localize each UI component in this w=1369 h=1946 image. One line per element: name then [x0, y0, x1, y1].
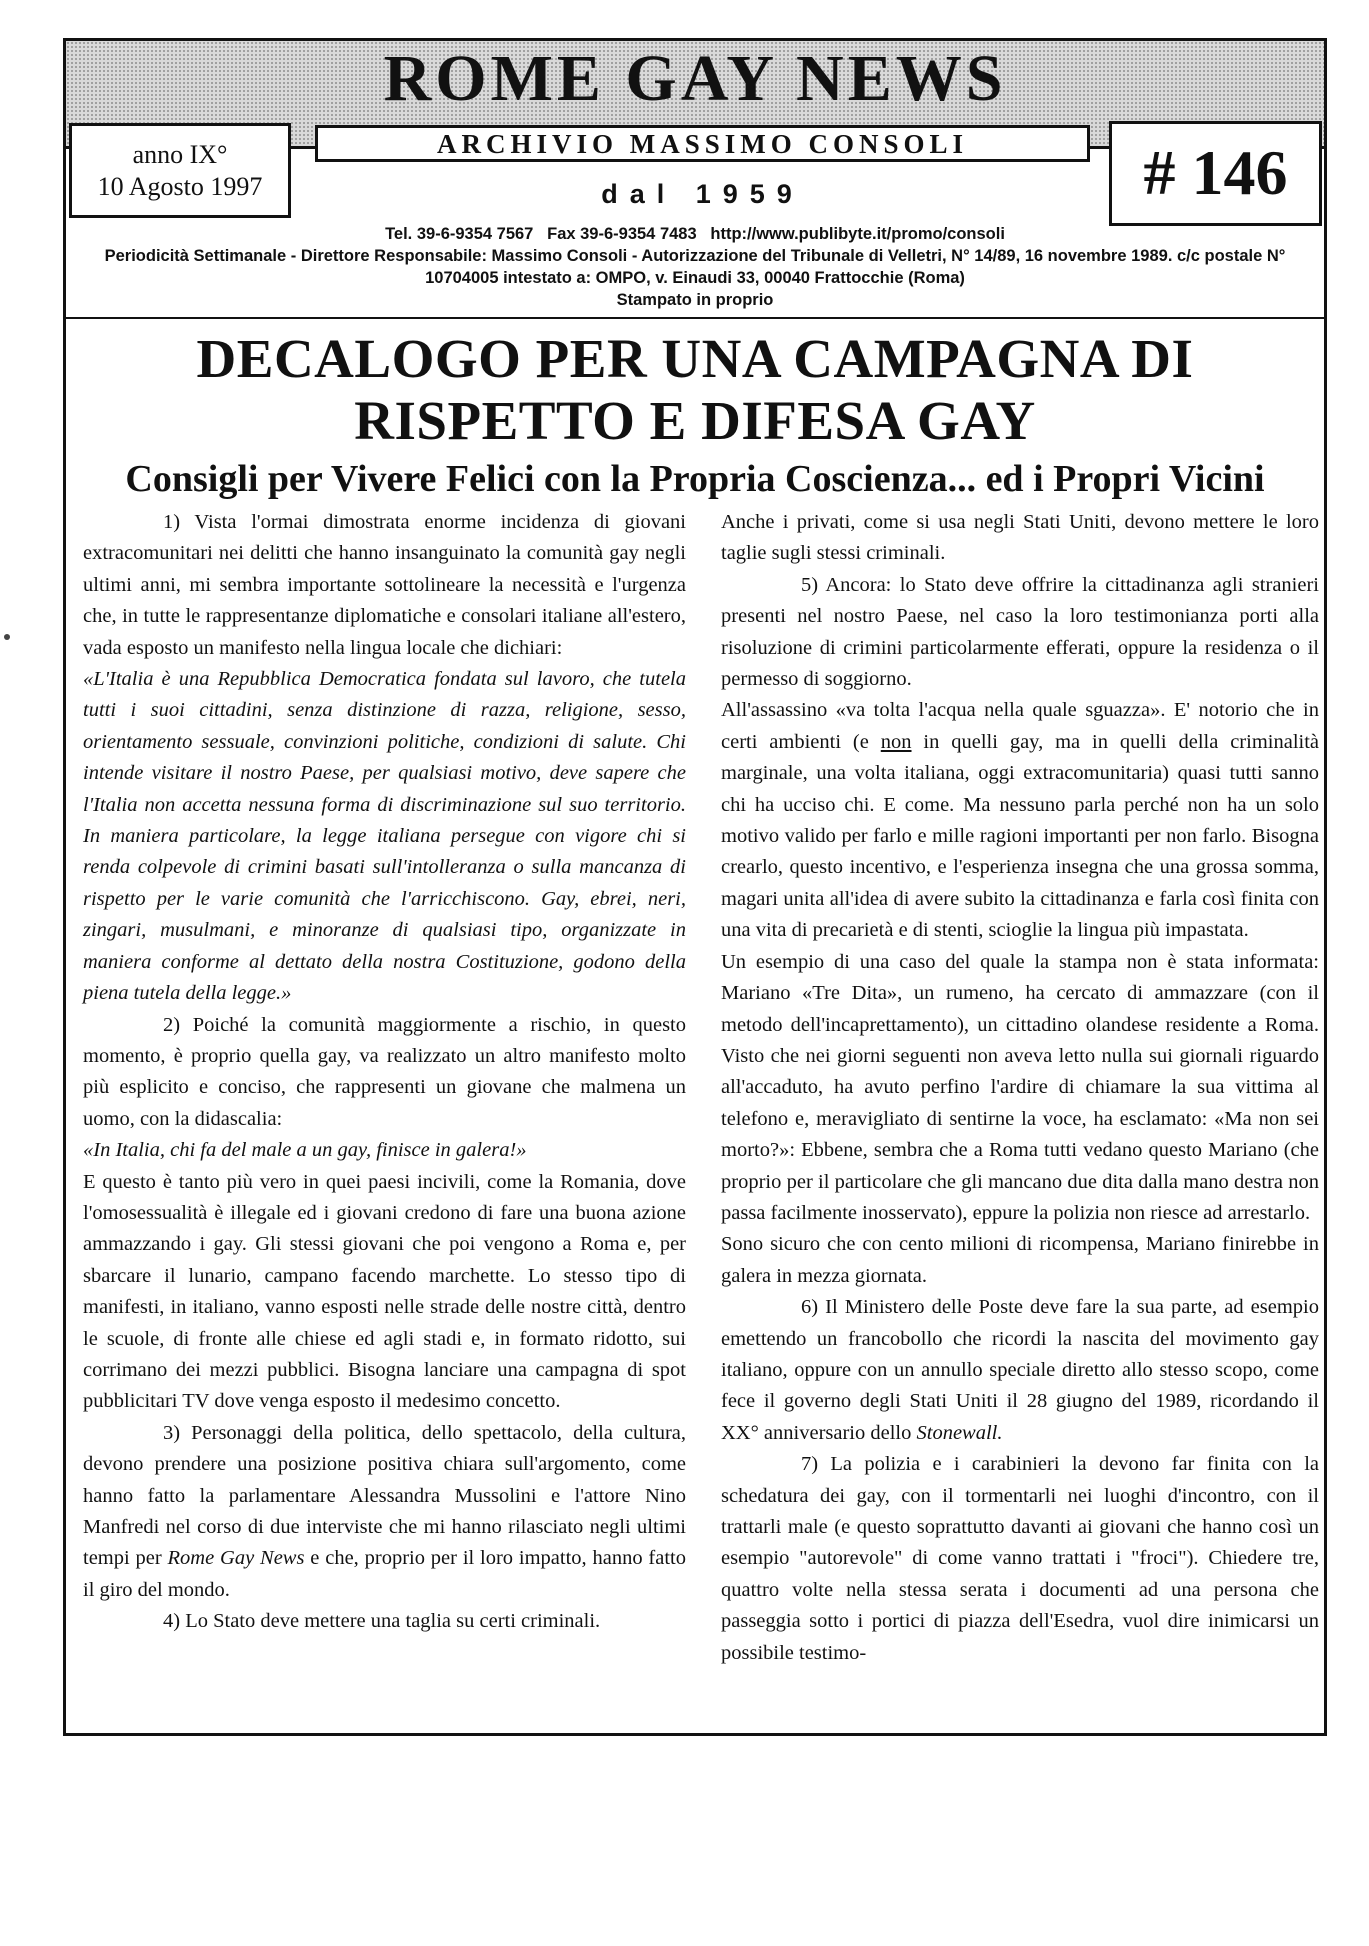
text-span: 6) Il Ministero delle Poste deve fare la sua parte, ad esempio emettendo un francobollo che ricordi la nascita del movimento gay italiano, oppure con un annullo speciale diretto allo stesso scopo, come fece il governo degli Stati Uniti il 28 giugno del 1989, ricordando il XX° anniversario dello: [721, 1296, 1319, 1444]
paragraph: [721, 1292, 1319, 1449]
divider: [66, 317, 1324, 319]
publication-info: [66, 223, 1324, 311]
text-span: e che, proprio per il loro impatto, hanno fatto il giro del mondo.: [83, 1547, 686, 1601]
article-column-left: [83, 507, 686, 1638]
since-label: dal 1959: [601, 179, 804, 209]
text-span: All'assassino «va tolta l'acqua nella quale sguazza». E' notorio che in certi ambienti (e: [721, 699, 1319, 753]
year-label: anno IX°: [132, 140, 228, 169]
quote-slogan: «In Italia, chi fa del male a un gay, finisce in galera!»: [83, 1139, 527, 1162]
subheadline: Consigli per Vivere Felici con la Propria Coscienza... ed i Propri Vicini: [125, 458, 1265, 500]
text-span: in quelli gay, ma in quelli della criminalità marginale, una volta italiana, oggi extracomunitaria) quasi tutti sanno chi ha ucciso chi. E come. Ma nessuno parla perché non ha un solo motivo valido per farlo e mille ragioni importanti per non farlo. Bisogna crearlo, questo incentivo, e l'esperienza insegna che una grossa somma, magari unita all'idea di avere subito la cittadinanza e farla così finita con una vita di precarietà e di stenti, scioglie la lingua più impastata.: [721, 730, 1319, 942]
paragraph: Un esempio di una caso del quale la stampa non è stata informata: Mariano «Tre Dita», un rumeno, ha cercato di ammazzare (con il metodo dell'incaprettamento), un cittadino olandese residente a Roma. Visto che nei giorni seguenti non aveva letto nulla sui giornali riguardo all'accaduto, ha avuto perfino l'ardire di chiamare la sua vittima al telefono e, meravigliato di sentirne la voce, ha esclamato: «Ma non sei morto?»: Ebbene, sembra che a Roma tutti vedano questo Mariano (che proprio per il particolare che gli mancano due dita dalla mano destra non passa facilmente inosservato), eppure la polizia non riesce ad arrestarlo.: [721, 950, 1319, 1224]
printed-line: Stampato in proprio: [616, 291, 774, 309]
quote-manifesto: «L'Italia è una Repubblica Democratica fondata sul lavoro, che tutela tutti i suoi cittadini, senza distinzione di razza, religione, sesso, orientamento sessuale, convinzioni politiche, condizioni di salute. Chi intende visitare il nostro Paese, per qualsiasi motivo, deve sapere che l'Italia non accetta nessuna forma di discriminazione sul suo territorio. In maniera particolare, la legge italiana persegue con vigore chi si renda colpevole di crimini basati sull'intolleranza o sulla mancanza di rispetto per le varie comunità che l'arricchiscono. Gay, ebrei, neri, zingari, musulmani, e minoranze di qualsiasi tipo, organizzate in maniera conforme al dettato della nostra Costituzione, godono della piena tutela della legge.»: [83, 668, 686, 1005]
headline: [66, 328, 1324, 452]
issue-date-box: [69, 123, 291, 218]
paragraph: Sono sicuro che con cento milioni di ricompensa, Mariano finirebbe in galera in mezza giornata.: [721, 1233, 1319, 1287]
paragraph: [721, 695, 1319, 946]
newspaper-title: ROME GAY NEWS: [383, 42, 1007, 115]
paragraph: [83, 1418, 686, 1606]
paragraph: Anche i privati, come si usa negli Stati Uniti, devono mettere le loro taglie sugli stessi criminali.: [721, 511, 1319, 565]
paragraph: E questo è tanto più vero in quei paesi incivili, come la Romania, dove l'omosessualità è illegale ed i giovani credono di fare una buona azione ammazzando i gay. Gli stessi giovani che poi vengono a Roma e, per sbarcare il lunario, campano facendo marchette. Lo stesso tipo di manifesti, in italiano, vanno esposti nelle strade delle nostre città, dentro le scuole, di fronte alle chiese ed agli stadi e, in formato ridotto, sui corrimano dei mezzi pubblici. Bisogna lanciare una campagna di spot pubblicitari TV dove venga esposto il medesimo concetto.: [83, 1170, 686, 1413]
headline-line-2: RISPETTO E DIFESA GAY: [354, 390, 1036, 451]
stonewall-italic: Stonewall.: [916, 1421, 1003, 1444]
archive-label: ARCHIVIO MASSIMO CONSOLI: [315, 125, 1090, 162]
page-frame: [63, 38, 1327, 1736]
headline-line-1: DECALOGO PER UNA CAMPAGNA DI: [196, 328, 1194, 389]
paragraph: 4) Lo Stato deve mettere una taglia su certi criminali.: [163, 1610, 601, 1633]
publication-name: Rome Gay News: [167, 1547, 305, 1570]
paragraph: 7) La polizia e i carabinieri la devono far finita con la schedatura dei gay, con il tormentarli nei luoghi d'incontro, con il trattarli male (e questo soprattutto davanti ai giovani che hanno così un esempio "autorevole" di come vanno trattati i "froci"). Chiedere tre, quattro volte nella stessa serata i documenti ad una persona che passeggia sotto i portici di piazza dell'Esedra, vuol dire inimicarsi un possibile testimo-: [721, 1453, 1319, 1664]
margin-speck: [4, 634, 10, 640]
contact-line: Tel. 39-6-9354 7567 Fax 39-6-9354 7483 http://www.publibyte.it/promo/consoli: [385, 225, 1005, 243]
issue-number: # 146: [1109, 121, 1322, 226]
paragraph: 2) Poiché la comunità maggiormente a rischio, in questo momento, è proprio quella gay, va realizzato un altro manifesto molto più esplicito e conciso, che rappresenti un giovane che malmena un uomo, con la didascalia:: [83, 1013, 686, 1130]
legal-line: Periodicità Settimanale - Direttore Responsabile: Massimo Consoli - Autorizzazione del Tribunale di Velletri, N° 14/89, 16 novembre 1989. c/c postale N° 10704005 intestato a: OMPO, v. Einaudi 33, 00040 Frattocchie (Roma): [104, 247, 1286, 287]
article-column-right: [721, 507, 1319, 1669]
paragraph: 1) Vista l'ormai dimostrata enorme incidenza di giovani extracomunitari nei delitti che hanno insanguinato la comunità gay negli ultimi anni, mi sembra importante sottolineare la necessità e l'urgenza che, in tutte le rappresentanze diplomatiche e consolari italiane all'estero, vada esposto un manifesto nella lingua locale che dichiari:: [83, 511, 686, 659]
underlined-word: non: [880, 730, 912, 753]
issue-date: 10 Agosto 1997: [97, 172, 263, 201]
text-span: 3) Personaggi della politica, dello spettacolo, della cultura, devono prendere una posizione positiva chiara sull'argomento, come hanno fatto la parlamentare Alessandra Mussolini e l'attore Nino Manfredi nel corso di due interviste che mi hanno rilasciato negli ultimi tempi per: [83, 1421, 686, 1570]
paragraph: 5) Ancora: lo Stato deve offrire la cittadinanza agli stranieri presenti nel nostro Paese, nel caso la loro testimonianza porti alla risoluzione di crimini particolarmente efferati, oppure la residenza o il permesso di soggiorno.: [721, 573, 1319, 691]
